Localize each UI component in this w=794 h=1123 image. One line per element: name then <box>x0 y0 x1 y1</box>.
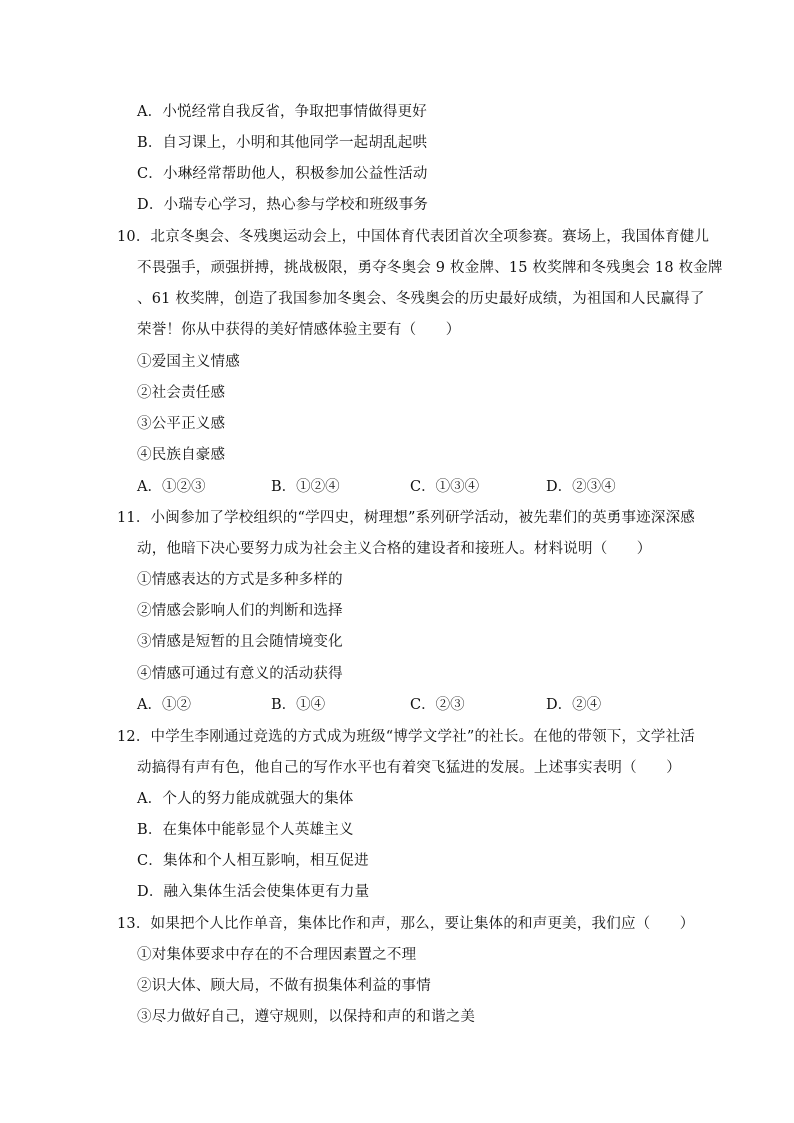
q11-item-2: ②情感会影响人们的判断和选择 <box>137 603 343 619</box>
q11-item-1: ①情感表达的方式是多种多样的 <box>137 572 343 588</box>
q10-stem-line-3: 、61 枚奖牌，创造了我国参加冬奥会、冬残奥会的历史最好成绩，为祖国和人民赢得了 <box>137 291 705 307</box>
q11-choice-b: B．①④ <box>271 697 326 713</box>
q12-stem-line-1: 12．中学生李刚通过竞选的方式成为班级“博学文学社”的社长。在他的带领下，文学社活 <box>117 729 695 745</box>
q11-choice-a: A．①② <box>137 697 191 713</box>
q10-choice-d: D．②③④ <box>546 479 616 495</box>
q12-option-b: B．在集体中能彰显个人英雄主义 <box>137 822 354 838</box>
q11-item-4: ④情感可通过有意义的活动获得 <box>137 666 343 682</box>
q11-item-3: ③情感是短暂的且会随情境变化 <box>137 634 343 650</box>
q10-stem-line-2: 不畏强手，顽强拼搏，挑战极限，勇夺冬奥会 9 枚金牌、15 枚奖牌和冬残奥会 18 枚金牌 <box>137 260 723 276</box>
q11-choice-d: D．②④ <box>546 697 602 713</box>
q9-option-b: B．自习课上，小明和其他同学一起胡乱起哄 <box>137 135 428 151</box>
q10-stem-line-4: 荣誉！你从中获得的美好情感体验主要有（ ） <box>137 322 461 338</box>
q10-stem-line-1: 10．北京冬奥会、冬残奥运动会上，中国体育代表团首次全项参赛。赛场上，我国体育健儿 <box>117 229 710 245</box>
q13-item-2: ②识大体、顾大局，不做有损集体利益的事情 <box>137 978 431 994</box>
q10-item-4: ④民族自豪感 <box>137 447 226 463</box>
q9-option-c: C．小琳经常帮助他人，积极参加公益性活动 <box>137 166 428 182</box>
q10-choice-a: A．①②③ <box>137 479 206 495</box>
q13-item-3: ③尽力做好自己，遵守规则，以保持和声的和谐之美 <box>137 1009 476 1025</box>
q11-stem-line-1: 11．小闽参加了学校组织的“学四史，树理想”系列研学活动，被先辈们的英勇事迹深深感 <box>117 510 695 526</box>
q12-option-d: D．融入集体生活会使集体更有力量 <box>137 884 370 900</box>
q13-item-1: ①对集体要求中存在的不合理因素置之不理 <box>137 947 417 963</box>
q9-option-a: A．小悦经常自我反省，争取把事情做得更好 <box>137 104 427 120</box>
q11-stem-line-2: 动，他暗下决心要努力成为社会主义合格的建设者和接班人。材料说明（ ） <box>137 541 652 557</box>
q10-choice-b: B．①②④ <box>271 479 340 495</box>
q10-item-1: ①爱国主义情感 <box>137 354 240 370</box>
q9-option-d: D．小瑞专心学习，热心参与学校和班级事务 <box>137 197 429 213</box>
q10-choice-c: C．①③④ <box>410 479 480 495</box>
q12-stem-line-2: 动搞得有声有色，他自己的写作水平也有着突飞猛进的发展。上述事实表明（ ） <box>137 760 681 776</box>
q13-stem-line-1: 13．如果把个人比作单音，集体比作和声，那么，要让集体的和声更美，我们应（ ） <box>117 916 695 932</box>
q10-item-3: ③公平正义感 <box>137 416 226 432</box>
q12-option-c: C．集体和个人相互影响，相互促进 <box>137 853 369 869</box>
q11-choice-c: C．②③ <box>410 697 465 713</box>
q12-option-a: A．个人的努力能成就强大的集体 <box>137 791 354 807</box>
q10-item-2: ②社会责任感 <box>137 385 226 401</box>
